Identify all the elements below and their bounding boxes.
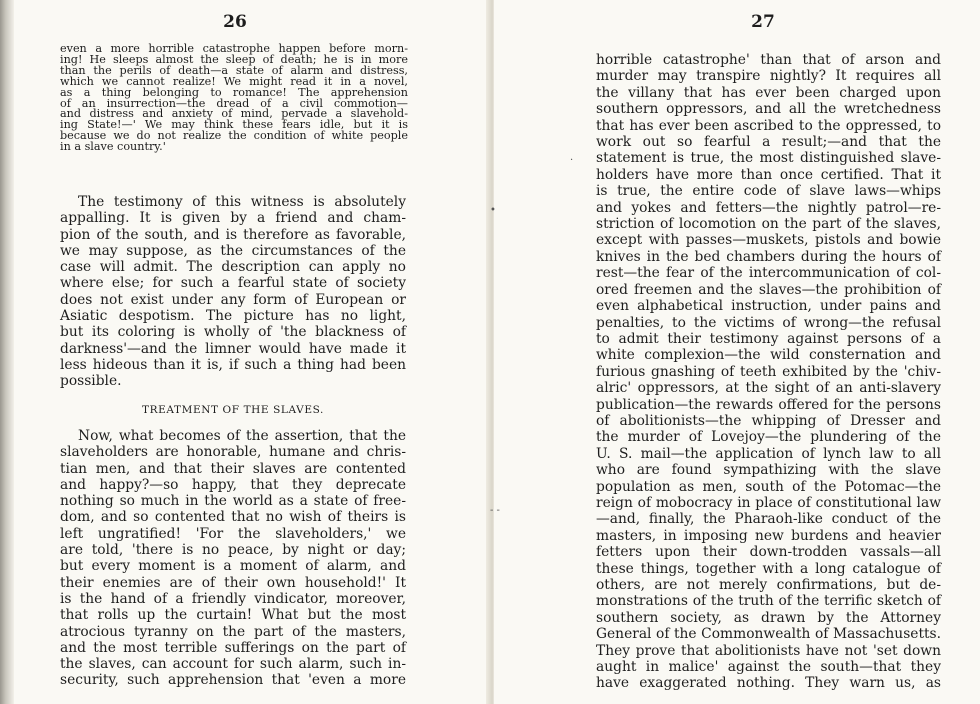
text-line: to admit their testimony against persons of a bbox=[596, 330, 941, 347]
text-line: reign of mobocracy in place of constitutional law bbox=[596, 494, 941, 511]
text-line: aught in malice' against the south—that they bbox=[596, 659, 941, 676]
text-line: but its coloring is wholly of 'the blackness of bbox=[60, 324, 406, 341]
right-page-text bbox=[596, 52, 941, 692]
text-line: murder may transpire nightly? It requires all bbox=[596, 68, 941, 85]
text-line: masters, in imposing new burdens and heavier bbox=[596, 527, 941, 544]
text-line: rest—the fear of the intercommunication of col- bbox=[596, 265, 941, 282]
quote-line: of an insurrection—the dread of a civil commotion— bbox=[60, 96, 408, 110]
text-line: but every moment is a moment of alarm, and bbox=[60, 558, 406, 575]
text-line: and happy?—so happy, that they deprecate bbox=[60, 476, 406, 493]
block-quote bbox=[60, 44, 408, 153]
text-line: and yokes and fetters—the nightly patrol—re- bbox=[596, 199, 941, 216]
text-line: is true, the entire code of slave laws—whips bbox=[596, 183, 941, 200]
text-line: possible. bbox=[60, 373, 122, 390]
paragraph-testimony bbox=[60, 194, 406, 390]
text-line: horrible catastrophe' than that of arson and bbox=[596, 52, 941, 68]
text-line: pion of the south, and is therefore as favorable, bbox=[60, 226, 406, 243]
text-line: we may suppose, as the circumstances of the bbox=[60, 242, 406, 259]
book-edge bbox=[0, 0, 14, 704]
text-line: southern oppressors, and all the wretchedness bbox=[596, 101, 941, 118]
quote-line: as a thing belonging to romance! The apprehension bbox=[60, 85, 408, 99]
text-line: less hideous than it is, if such a thing had been bbox=[60, 356, 406, 373]
quote-line: because we do not realize the condition of white people bbox=[60, 129, 408, 143]
text-line: nothing so much in the world as a state of free- bbox=[60, 493, 406, 510]
text-line: —and, finally, the Pharaoh-like conduct of the bbox=[596, 511, 941, 528]
text-line: security, such apprehension that 'even a more bbox=[60, 672, 406, 689]
quote-line: than the perils of death—a state of alarm and distress, bbox=[60, 63, 408, 77]
quote-line: even a more horrible catastrophe happen before morn- bbox=[60, 42, 408, 55]
text-line: white complexion—the wild consternation and bbox=[596, 347, 941, 364]
text-line: They prove that abolitionists have not 'set down bbox=[596, 642, 941, 659]
text-line: these things, together with a long catalogue of bbox=[596, 560, 941, 577]
text-line: furious gnashing of teeth exhibited by the 'chiv- bbox=[596, 363, 941, 380]
text-line: U. S. mail—the application of lynch law to all bbox=[596, 445, 941, 462]
margin-mark: - - bbox=[490, 505, 500, 516]
text-line: fetters upon their down-trodden vassals—all bbox=[596, 544, 941, 561]
text-line: Now, what becomes of the assertion, that the bbox=[78, 428, 406, 444]
text-line: have exaggerated nothing. They warn us, as bbox=[596, 675, 941, 692]
quote-line: ing State!—' We may think these fears idle, but it is bbox=[60, 118, 408, 132]
text-line: appalling. It is given by a friend and cham- bbox=[60, 210, 406, 227]
text-line: are told, 'there is no peace, by night or day; bbox=[60, 542, 406, 559]
text-line: of abolitionists—the whipping of Dresser and bbox=[596, 412, 941, 429]
text-line: that has ever been ascribed to the oppressed, to bbox=[596, 117, 941, 134]
page-number-right: 27 bbox=[751, 12, 775, 32]
text-line: alric' oppressors, at the sight of an anti-slavery bbox=[596, 380, 941, 397]
margin-mark: • bbox=[490, 205, 496, 216]
text-line: slaveholders are honorable, humane and chris- bbox=[60, 444, 406, 461]
text-line: dom, and so contented that no wish of theirs is bbox=[60, 509, 406, 526]
text-line: The testimony of this witness is absolutely bbox=[78, 194, 406, 210]
text-line: the murder of Lovejoy—the plundering of the bbox=[596, 429, 941, 446]
text-line: statement is true, the most distinguished slave- bbox=[596, 150, 941, 167]
text-line: penalties, to the victims of wrong—the refusal bbox=[596, 314, 941, 331]
text-line: and the most terrible sufferings on the part of bbox=[60, 639, 406, 656]
text-line: southern society, as drawn by the Attorney bbox=[596, 609, 941, 626]
text-line: General of the Commonwealth of Massachusetts. bbox=[596, 626, 941, 643]
text-line: except with passes—muskets, pistols and bowie bbox=[596, 232, 941, 249]
quote-line: and distress and anxiety of mind, pervade a slavehold- bbox=[60, 107, 408, 121]
text-line: population as men, south of the Potomac—the bbox=[596, 478, 941, 495]
text-line: darkness'—and the limner would have made it bbox=[60, 340, 406, 357]
text-line: ored freemen and the slaves—the prohibition of bbox=[596, 281, 941, 298]
text-line: monstrations of the truth of the terrific sketch of bbox=[596, 593, 941, 610]
text-line: Asiatic despotism. The picture has no light, bbox=[60, 308, 406, 325]
text-line: case will admit. The description can apply no bbox=[60, 259, 406, 276]
text-line: does not exist under any form of European or bbox=[60, 291, 406, 308]
text-line: their enemies are of their own household!' It bbox=[60, 574, 406, 591]
text-line: who are found sympathizing with the slave bbox=[596, 462, 941, 479]
text-line: knives in the bed chambers during the hours of bbox=[596, 248, 941, 265]
text-line: work out so fearful a result;—and that the bbox=[596, 134, 941, 151]
text-line: striction of locomotion on the part of the slaves, bbox=[596, 216, 941, 233]
text-line: is the hand of a friendly vindicator, moreover, bbox=[60, 590, 406, 607]
text-line: even alphabetical instruction, under pains and bbox=[596, 298, 941, 315]
text-line: where else; for such a fearful state of society bbox=[60, 275, 406, 292]
text-line: tian men, and that their slaves are contented bbox=[60, 460, 406, 477]
text-line: atrocious tyranny on the part of the masters, bbox=[60, 623, 406, 640]
quote-line: which we cannot realize! We might read it in a novel, bbox=[60, 74, 408, 88]
section-heading: TREATMENT OF THE SLAVES. bbox=[142, 404, 324, 416]
page-number-left: 26 bbox=[223, 12, 247, 32]
text-line: the slaves, can account for such alarm, such in- bbox=[60, 656, 406, 673]
text-line: holders have more than once certified. That it bbox=[596, 166, 941, 183]
text-line: that rolls up the curtain! What but the most bbox=[60, 607, 406, 624]
quote-line: ing! He sleeps almost the sleep of death; he is in more bbox=[60, 52, 408, 66]
margin-mark: · bbox=[570, 155, 574, 166]
text-line: publication—the rewards offered for the persons bbox=[596, 396, 941, 413]
text-line: the villany that has ever been charged upon bbox=[596, 84, 941, 101]
text-line: others, are not merely confirmations, but de- bbox=[596, 577, 941, 593]
text-line: left ungratified! 'For the slaveholders,' we bbox=[60, 525, 406, 542]
quote-line: in a slave country.' bbox=[60, 140, 166, 154]
paragraph-treatment bbox=[60, 428, 406, 689]
